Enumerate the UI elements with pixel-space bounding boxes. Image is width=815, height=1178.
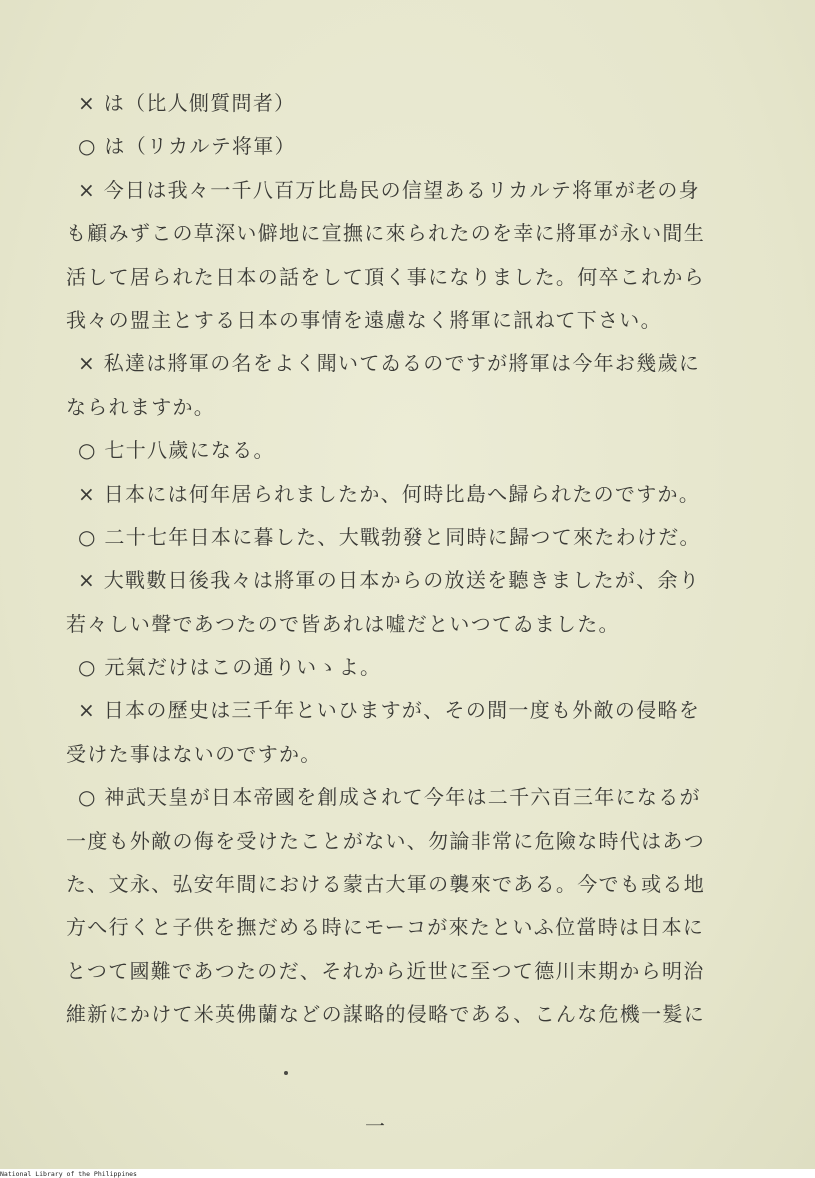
body-text: [66, 82, 706, 1037]
text-line: た、文永、弘安年間における蒙古大軍の襲來である。今でも或る地: [66, 872, 705, 897]
text-line: × 大戰數日後我々は將軍の日本からの放送を聽きましたが、余り: [78, 568, 701, 593]
text-line: × は（比人側質問者）: [78, 91, 296, 115]
text-line: 若々しい聲であつたので皆あれは噓だといつてゐました。: [66, 611, 620, 636]
text-line: なられますか。: [66, 394, 216, 419]
text-line: × 私達は將軍の名をよく聞いてゐるのですが將軍は今年お幾歲に: [78, 351, 701, 376]
text-line: ○ は（リカルテ将軍）: [78, 134, 296, 159]
page-number: 一: [365, 1114, 385, 1138]
text-line: ○ 神武天皇が日本帝國を創成されて今年は二千六百三年になるが: [78, 785, 701, 810]
text-line: × 日本の歷史は三千年といひますが、その間一度も外敵の侵略を: [78, 698, 701, 723]
ink-speck: [284, 1071, 288, 1075]
text-line: ○ 七十八歲になる。: [78, 438, 275, 463]
text-line: とつて國難であつたのだ、それから近世に至つて德川末期から明治: [66, 958, 705, 983]
text-line: 我々の盟主とする日本の事情を遠慮なく將軍に訊ねて下さい。: [66, 307, 662, 332]
text-line: 活して居られた日本の話をして頂く事になりました。何卒これから: [66, 264, 705, 289]
text-line: 維新にかけて米英佛蘭などの謀略的侵略である、こんな危機一髮に: [66, 1002, 705, 1027]
text-line: 一度も外敵の侮を受けたことがない、勿論非常に危險な時代はあつ: [66, 828, 705, 853]
text-line: ○ 元氣だけはこの通りいゝよ。: [78, 655, 382, 680]
text-line: ○ 二十七年日本に暮した、大戰勃發と同時に歸つて來たわけだ。: [78, 524, 701, 549]
footer-attribution: National Library of the Philippines: [0, 1170, 137, 1178]
text-line: も顧みずこの草深い僻地に宣撫に來られたのを幸に將軍が永い間生: [66, 221, 705, 246]
text-line: 受けた事はないのですか。: [66, 741, 322, 766]
text-line: × 日本には何年居られましたか、何時比島へ歸られたのですか。: [78, 481, 701, 506]
text-line: × 今日は我々一千八百万比島民の信望あるリカルテ将軍が老の身: [78, 177, 700, 202]
text-line: 方へ行くと子供を撫だめる時にモーコが來たといふ位當時は日本に: [66, 915, 705, 940]
